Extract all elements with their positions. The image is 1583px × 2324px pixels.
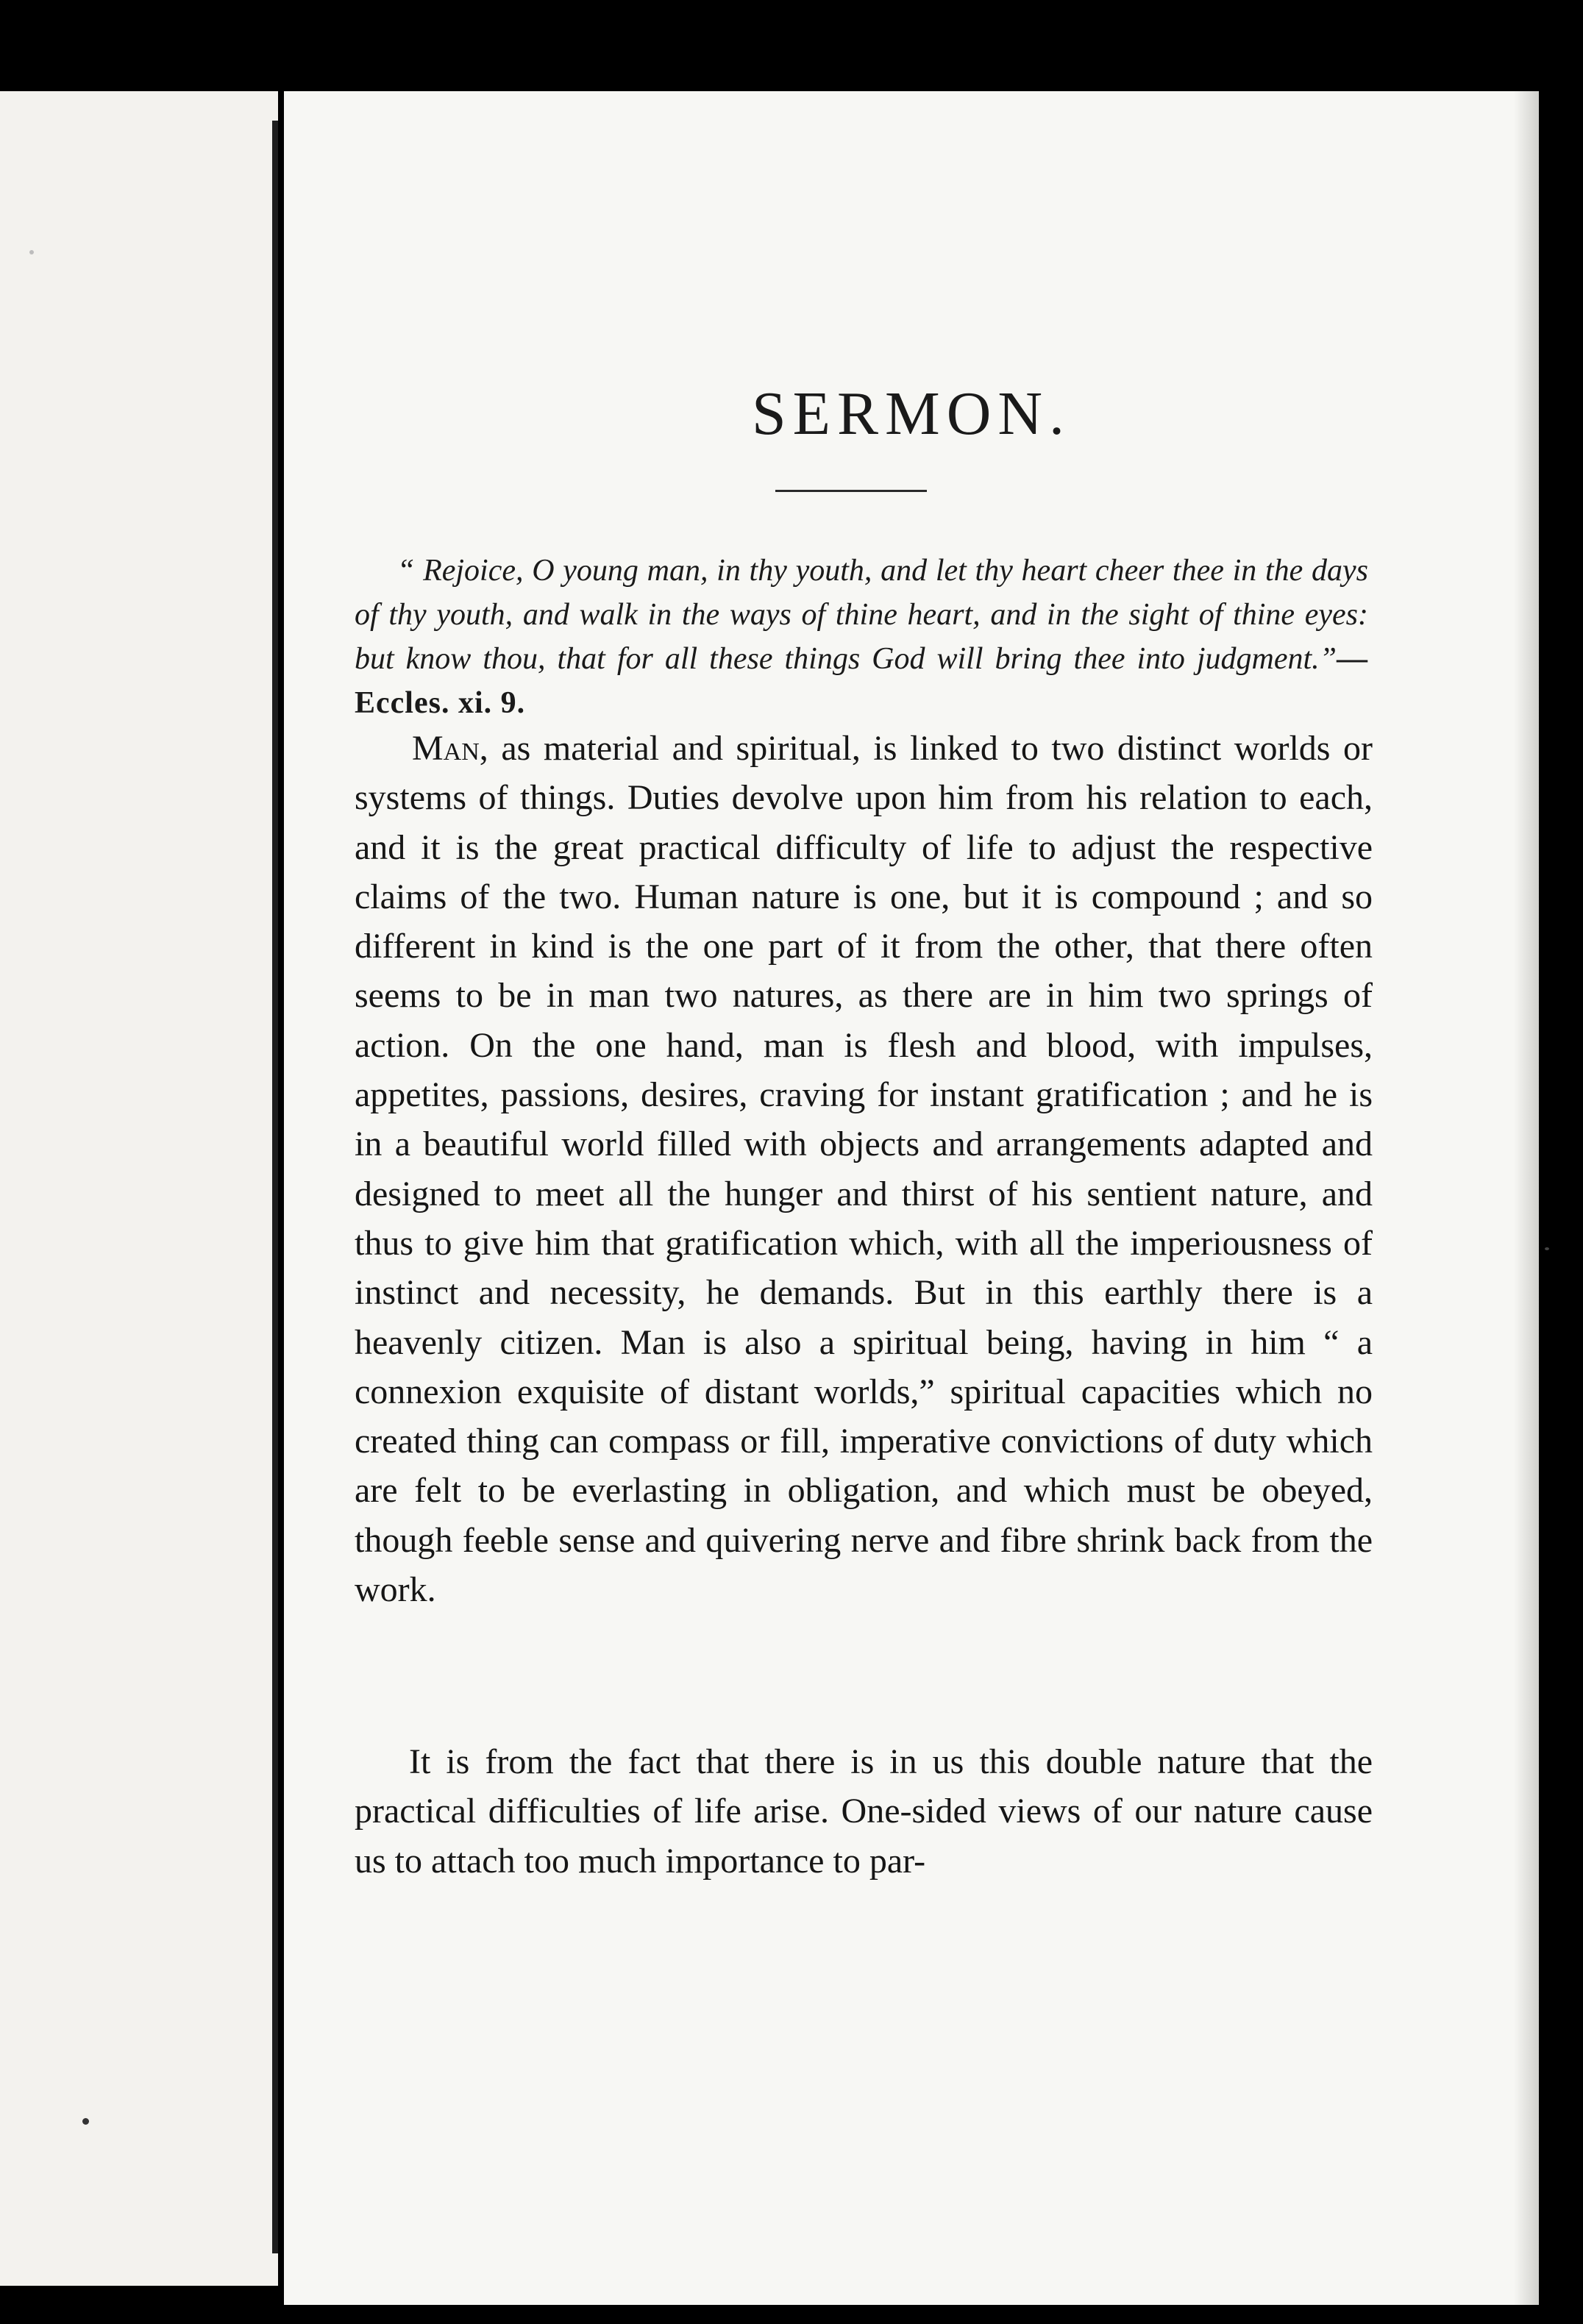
epigraph-reference: —Eccles. xi. 9. (355, 642, 1368, 720)
book-page (284, 91, 1539, 2305)
paragraph-2-text: It is from the fact that there is in us this double nature that the practical difficulties of life arise. One-sided views of our nature cause us to attach too much importance to par- (355, 1742, 1373, 1881)
paragraph-1-text: , as material and spiritual, is linked to two distinct worlds or systems of things. Duties devolve upon him from his relation to each, and it is the great practical difficulty of life to adjust the respective claims of the two. Human nature is one, but it is compound ; and so different in kind is the one part of it from the other, that there often seems to be in man two natures, as there are in him two springs of action. On the one hand, man is flesh and blood, with impulses, appetites, passions, desires, craving for instant gratification ; and he is in a beautiful world filled with objects and arrangements adapted and designed to meet all the hunger and thirst of his sentient nature, and thus to give him that gratification which, with all the imperiousness of instinct and necessity, he demands. But in this earthly there is a heavenly citizen. Man is also a spiritual being, having in him “ a connexion exquisite of distant worlds,” spiritual capacities which no created thing can compass or fill, imperative convictions of duty which are felt to be everlasting in obligation, and which must be obeyed, though feeble sense and quivering nerve and fibre shrink back from the work. (355, 729, 1373, 1610)
epigraph (355, 549, 1368, 725)
title-rule (775, 490, 927, 492)
scan-speck (82, 2118, 89, 2125)
paragraph-1 (355, 724, 1373, 1614)
paragraph-2 (355, 1737, 1373, 1886)
scan-speck (29, 250, 34, 254)
epigraph-text: “ Rejoice, O young man, in thy youth, and let thy heart cheer thee in the days of thy youth, and walk in the ways of thine heart, and in the sight of thine eyes: but know thou, that for all these things God will bring thee into judgment.” (355, 554, 1368, 676)
left-page-edge (0, 91, 278, 2286)
scan-speck (1545, 1247, 1549, 1250)
page-title: SERMON. (751, 379, 1072, 448)
binding-edge (272, 121, 278, 2253)
paragraph-lead: Man (412, 729, 480, 768)
